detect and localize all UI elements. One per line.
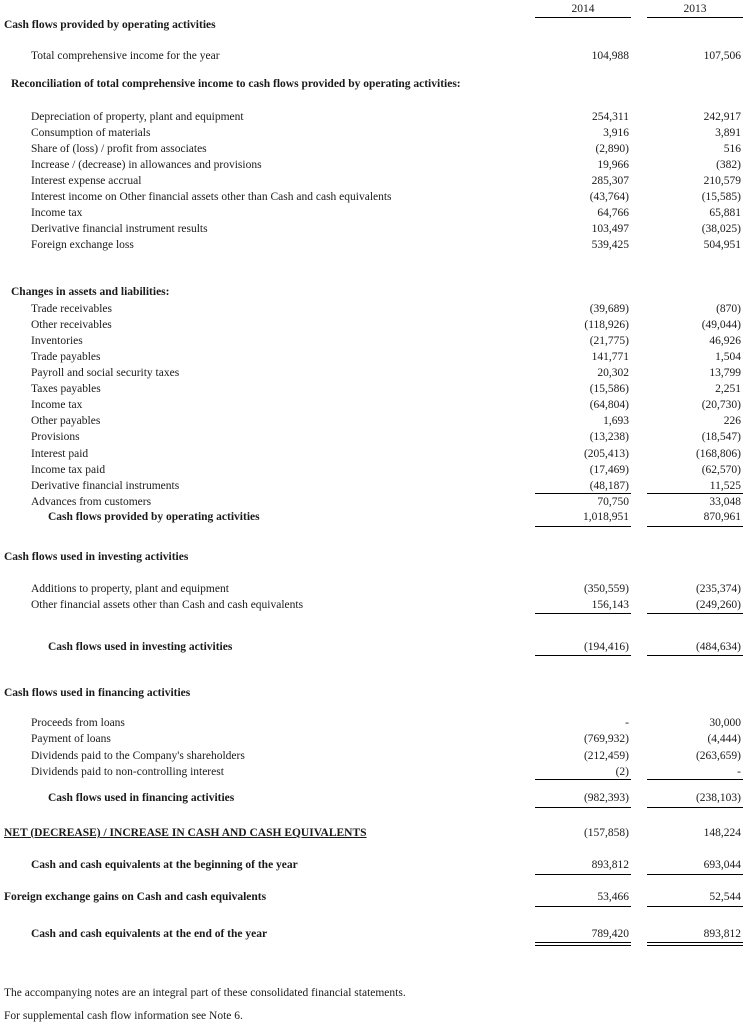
row-label: Cash flows used in financing activities [48,792,235,804]
row-label: Foreign exchange loss [31,239,134,251]
table-row [0,446,743,462]
section-title-text: Cash flows provided by operating activities [4,19,216,31]
value-2014: 1,018,951 [583,511,629,523]
table-row [0,125,743,141]
row-label: Trade receivables [31,303,112,316]
subtotal-rule [535,613,631,614]
value-2014: 70,750 [597,495,629,508]
table-row [0,237,743,253]
value-2014: 789,420 [591,928,629,940]
double-rule [535,945,631,946]
value-2014: (43,764) [589,191,629,203]
footnote [0,1008,743,1024]
value-2013: 13,799 [709,367,741,380]
row-label: Interest income on Other financial assets other than Cash and cash equivalents [31,191,392,203]
value-2013: 893,812 [703,928,741,940]
row-label: Cash flows provided by operating activities [48,511,260,523]
section-title-operating [0,17,743,33]
row-label: Income tax [31,399,83,412]
value-2013: - [737,765,741,778]
value-2014: (194,416) [583,641,629,653]
row-label: Cash and cash equivalents at the end of the year [31,928,268,940]
total-rule [647,526,743,527]
value-2013: (484,634) [695,641,741,653]
row-label: Trade payables [31,351,101,364]
value-2014: (118,926) [584,319,629,332]
total-rule [647,874,743,875]
value-2013: (249,260) [695,599,741,611]
value-2014: (64,804) [589,399,629,412]
total-rule [647,655,743,656]
table-row [0,478,743,494]
row-label: Depreciation of property, plant and equipment [31,111,244,123]
table-row [0,301,743,317]
table-row [0,397,743,413]
row-label: Additions to property, plant and equipment [31,583,229,595]
ending-balance-row [0,926,743,942]
table-row [0,173,743,189]
value-2014: (982,393) [583,792,629,804]
value-2013: (62,570) [701,463,741,476]
value-2014: 1,693 [603,415,629,428]
double-rule [535,942,631,943]
value-2013: 52,544 [709,891,741,903]
table-row [0,748,743,764]
double-rule [647,945,743,946]
value-2013: 1,504 [715,351,741,364]
row-label: Other payables [31,415,101,428]
row-label: Other receivables [31,319,112,332]
subtotal-rule [647,613,743,614]
net-change-row [0,825,743,841]
subsection-title-text: Changes in assets and liabilities: [11,286,170,298]
beginning-balance-row [0,857,743,873]
value-2014: 156,143 [591,599,629,611]
value-2014: 141,771 [591,351,629,364]
value-2013: 30,000 [709,717,741,729]
value-2013: 870,961 [703,511,741,523]
table-row [0,333,743,349]
value-2014: - [625,717,629,729]
table-row [0,48,743,64]
value-2014: (48,187) [589,479,629,492]
value-2014: (15,586) [589,383,629,396]
total-rule [647,906,743,907]
value-2014: (350,559) [583,583,629,595]
value-2014: 103,497 [591,223,629,235]
double-rule [647,942,743,943]
value-2013: (18,547) [701,431,741,444]
value-2013: 242,917 [703,111,741,123]
row-label: Interest expense accrual [31,175,142,187]
table-row [0,349,743,365]
table-row [0,205,743,221]
row-label: Consumption of materials [31,127,151,139]
row-label: Total comprehensive income for the year [31,50,220,62]
value-2013: 210,579 [703,175,741,187]
row-label: Cash flows used in investing activities [48,641,233,653]
value-2014: (39,689) [589,303,629,316]
table-row [0,581,743,597]
value-2014: (205,413) [583,447,629,460]
section-title-investing [0,549,743,565]
table-row [0,731,743,747]
value-2014: (212,459) [583,749,629,762]
table-row [0,221,743,237]
value-2013: (382) [716,159,741,171]
value-2014: 53,466 [597,891,629,903]
table-row [0,597,743,613]
value-2013: (168,806) [695,447,741,460]
value-2013: (263,659) [695,749,741,762]
value-2013: 2,251 [715,383,741,396]
total-rule [535,906,631,907]
row-label: Proceeds from loans [31,717,125,729]
total-row-operating [0,509,743,525]
value-2013: 33,048 [709,495,741,508]
row-label: Derivative financial instruments [31,479,180,492]
subtotal-rule [647,779,743,780]
table-row [0,413,743,429]
row-label: Cash and cash equivalents at the beginning of the year [31,859,298,871]
value-2013: 504,951 [703,239,741,251]
value-2014: (21,775) [589,335,629,348]
footnote-text: The accompanying notes are an integral part of these consolidated financial statements. [4,987,406,999]
subtotal-rule [535,493,631,494]
table-row [0,189,743,205]
table-row [0,381,743,397]
value-2013: 11,525 [709,479,741,492]
subtotal-rule [535,779,631,780]
value-2013: 65,881 [709,207,741,219]
total-rule [535,655,631,656]
value-2014: 19,966 [597,159,629,171]
table-row [0,141,743,157]
value-2013: 148,224 [703,827,741,839]
row-label: Dividends paid to the Company's shareholders [31,749,245,762]
value-2014: 3,916 [603,127,629,139]
total-rule [535,874,631,875]
footnote-text: For supplemental cash flow information see Note 6. [4,1010,243,1022]
row-label: NET (DECREASE) / INCREASE IN CASH AND CASH EQUIVALENTS [4,827,367,839]
section-title-text: Cash flows used in financing activities [4,687,191,699]
value-2014: (2) [615,765,629,778]
row-label: Increase / (decrease) in allowances and provisions [31,159,262,171]
total-row-investing [0,639,743,655]
footnote [0,985,743,1001]
value-2013: (235,374) [695,583,741,595]
row-label: Share of (loss) / profit from associates [31,143,207,155]
row-label: Income tax [31,207,83,219]
value-2013: 3,891 [715,127,741,139]
value-2013: 107,506 [703,50,741,62]
value-2013: (20,730) [701,399,741,412]
total-rule [535,807,631,808]
row-label: Payroll and social security taxes [31,367,180,380]
value-2013: (49,044) [701,319,741,332]
table-row [0,365,743,381]
value-2014: 539,425 [591,239,629,251]
value-2013: 516 [723,143,741,155]
fx-gains-row [0,889,743,905]
row-label: Other financial assets other than Cash and cash equivalents [31,599,304,611]
subsection-title-text: Reconciliation of total comprehensive income to cash flows provided by operating activities: [11,78,461,90]
value-2014: (2,890) [595,143,629,155]
row-label: Inventories [31,335,83,348]
table-row [0,109,743,125]
value-2014: (17,469) [589,463,629,476]
table-row [0,157,743,173]
section-title-text: Cash flows used in investing activities [4,551,189,563]
row-label: Dividends paid to non-controlling interest [31,765,224,778]
value-2013: (15,585) [701,191,741,203]
year-header-2014: 2014 [571,3,595,15]
row-label: Derivative financial instrument results [31,223,208,235]
value-2013: 226 [723,415,741,428]
table-row [0,494,743,510]
row-label: Interest paid [31,447,89,460]
table-row [0,317,743,333]
subtotal-rule [647,493,743,494]
value-2013: (38,025) [701,223,741,235]
value-2013: 46,926 [709,335,741,348]
value-2014: (13,238) [589,431,629,444]
value-2014: (769,932) [583,733,629,746]
value-2014: 64,766 [597,207,629,219]
total-rule [647,807,743,808]
table-row [0,429,743,445]
year-header-2013: 2013 [683,3,707,15]
changes-title [0,284,743,300]
table-row [0,764,743,780]
table-row [0,715,743,731]
value-2013: (238,103) [695,792,741,804]
value-2013: (870) [716,303,741,316]
section-title-financing [0,685,743,701]
row-label: Taxes payables [31,383,101,396]
total-row-financing [0,790,743,806]
value-2014: 893,812 [591,859,629,871]
row-label: Foreign exchange gains on Cash and cash equivalents [4,891,267,903]
row-label: Advances from customers [31,495,152,508]
value-2014: 104,988 [591,50,629,62]
value-2014: 285,307 [591,175,629,187]
value-2013: 693,044 [703,859,741,871]
value-2014: 254,311 [592,111,629,123]
row-label: Provisions [31,431,80,444]
value-2013: (4,444) [707,733,741,746]
total-rule [535,526,631,527]
value-2014: (157,858) [583,827,629,839]
table-row [0,462,743,478]
reconciliation-title [0,76,743,92]
row-label: Income tax paid [31,463,106,476]
row-label: Payment of loans [31,733,111,746]
value-2014: 20,302 [597,367,629,380]
